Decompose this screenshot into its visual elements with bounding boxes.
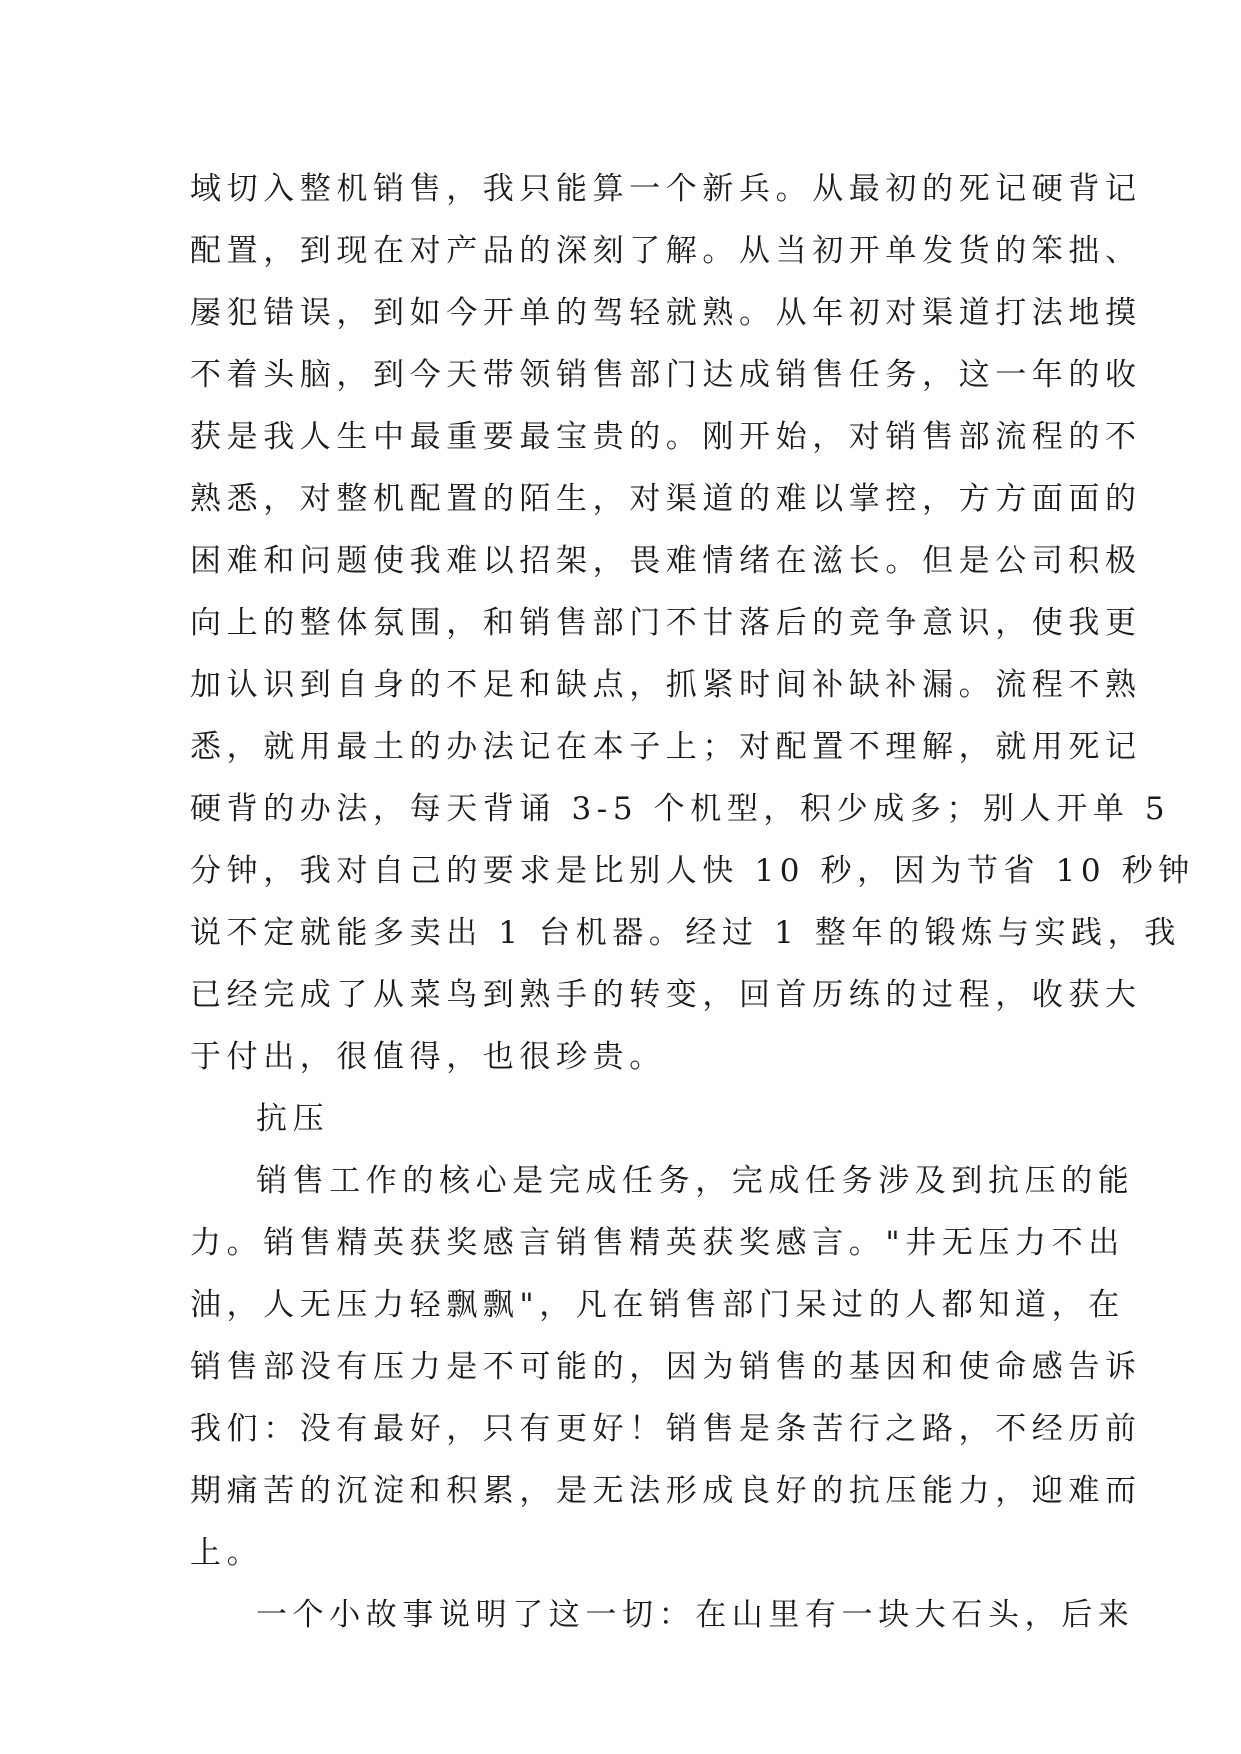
text-line: 期痛苦的沉淀和积累，是无法形成良好的抗压能力，迎难而 [190,1473,1142,1509]
body-text [190,158,1195,1646]
text-line: 油，人无压力轻飘飘"，凡在销售部门呆过的人都知道，在 [190,1287,1125,1323]
text-line: 域切入整机销售，我只能算一个新兵。从最初的死记硬背记 [190,171,1142,207]
text-line: 力。销售精英获奖感言销售精英获奖感言。"井无压力不出 [190,1225,1125,1261]
text-line: 一个小故事说明了这一切：在山里有一块大石头，后来 [256,1597,1135,1633]
text-line: 屡犯错误，到如今开单的驾轻就熟。从年初对渠道打法地摸 [190,295,1142,331]
text-line: 加认识到自身的不足和缺点，抓紧时间补缺补漏。流程不熟 [190,667,1142,703]
text-line: 于付出，很值得，也很珍贵。 [190,1039,666,1075]
text-line: 上。 [190,1535,264,1571]
text-line: 获是我人生中最重要最宝贵的。刚开始，对销售部流程的不 [190,419,1142,455]
text-line: 销售部没有压力是不可能的，因为销售的基因和使命感告诉 [190,1349,1142,1385]
text-line: 困难和问题使我难以招架，畏难情绪在滋长。但是公司积极 [190,543,1142,579]
text-line: 配置，到现在对产品的深刻了解。从当初开单发货的笨拙、 [190,233,1142,269]
text-line: 不着头脑，到今天带领销售部门达成销售任务，这一年的收 [190,357,1142,393]
text-line: 我们：没有最好，只有更好！销售是条苦行之路，不经历前 [190,1411,1142,1447]
text-line: 说不定就能多卖出 1 台机器。经过 1 整年的锻炼与实践，我 [190,915,1181,951]
text-line: 销售工作的核心是完成任务，完成任务涉及到抗压的能 [256,1163,1135,1199]
text-line: 硬背的办法，每天背诵 3-5 个机型，积少成多；别人开单 5 [190,791,1171,827]
text-line: 熟悉，对整机配置的陌生，对渠道的难以掌控，方方面面的 [190,481,1142,517]
text-line: 悉，就用最土的办法记在本子上；对配置不理解，就用死记 [190,729,1142,765]
text-line: 已经完成了从菜鸟到熟手的转变，回首历练的过程，收获大 [190,977,1142,1013]
text-line: 分钟，我对自己的要求是比别人快 10 秒，因为节省 10 秒钟 [190,853,1195,889]
text-line: 向上的整体氛围，和销售部门不甘落后的竞争意识，使我更 [190,605,1142,641]
section-heading: 抗压 [256,1101,330,1137]
